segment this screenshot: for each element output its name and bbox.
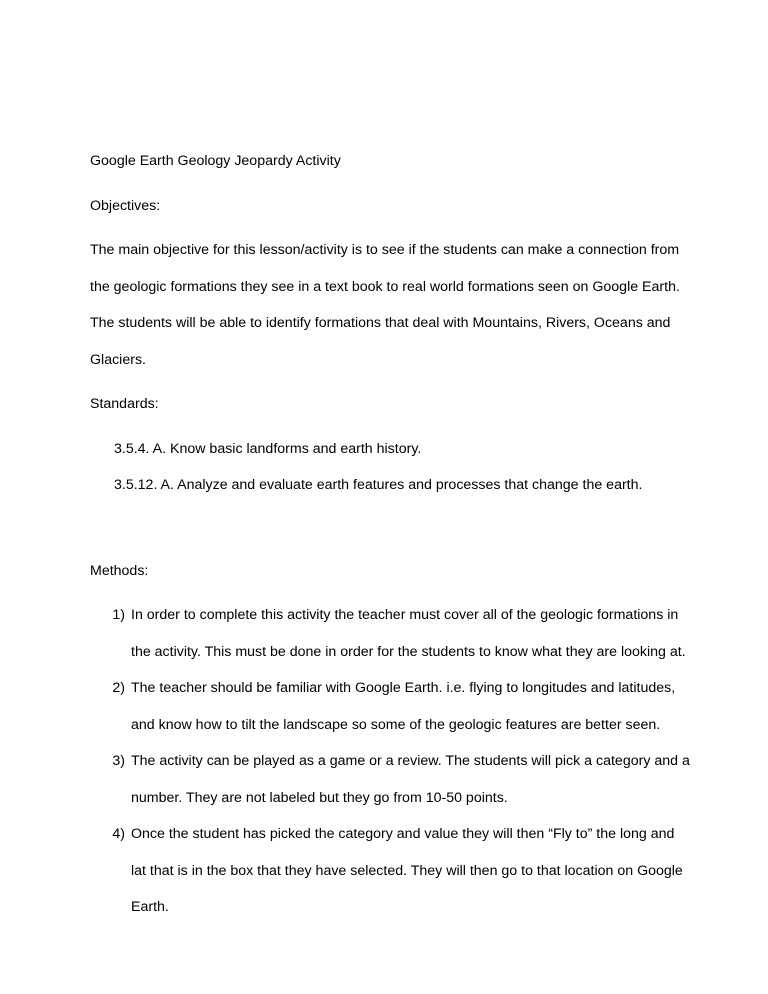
document-body bbox=[90, 143, 690, 926]
method-number: 1) bbox=[112, 607, 125, 623]
method-text: Once the student has picked the category and value they will then “Fly to” the long and lat that is in the box that they have selected. They will then go to that location on Google Earth. bbox=[131, 826, 683, 915]
method-number: 2) bbox=[112, 680, 125, 696]
method-item bbox=[90, 597, 690, 670]
method-item bbox=[90, 816, 690, 926]
method-text: The teacher should be familiar with Google Earth. i.e. flying to longitudes and latitudes, and know how to tilt the landscape so some of the geologic features are better seen. bbox=[131, 680, 676, 733]
method-number: 3) bbox=[112, 753, 125, 769]
document-title: Google Earth Geology Jeopardy Activity bbox=[90, 153, 341, 169]
methods-heading: Methods: bbox=[90, 562, 149, 579]
method-item bbox=[90, 743, 690, 816]
standard-item: 3.5.12. A. Analyze and evaluate earth features and processes that change the earth. bbox=[114, 476, 643, 493]
methods-list bbox=[90, 597, 690, 926]
method-number: 4) bbox=[112, 826, 125, 842]
method-text: The activity can be played as a game or a review. The students will pick a category and a number. They are not labeled but they go from 10-50 points. bbox=[131, 753, 690, 806]
objectives-paragraph: The main objective for this lesson/activity is to see if the students can make a connection from the geologic formations they see in a text book to real world formations seen on Google Earth. The students will be able to identify formations that deal with Mountains, Rivers, Oceans and Glaciers. bbox=[90, 242, 680, 368]
standards-heading: Standards: bbox=[90, 396, 159, 412]
method-text: In order to complete this activity the teacher must cover all of the geologic formations in the activity. This must be done in order for the students to know what they are looking at. bbox=[131, 607, 686, 660]
objectives-heading: Objectives: bbox=[90, 197, 161, 214]
standards-list bbox=[90, 431, 690, 503]
method-item bbox=[90, 670, 690, 743]
standard-item: 3.5.4. A. Know basic landforms and earth history. bbox=[114, 440, 422, 457]
